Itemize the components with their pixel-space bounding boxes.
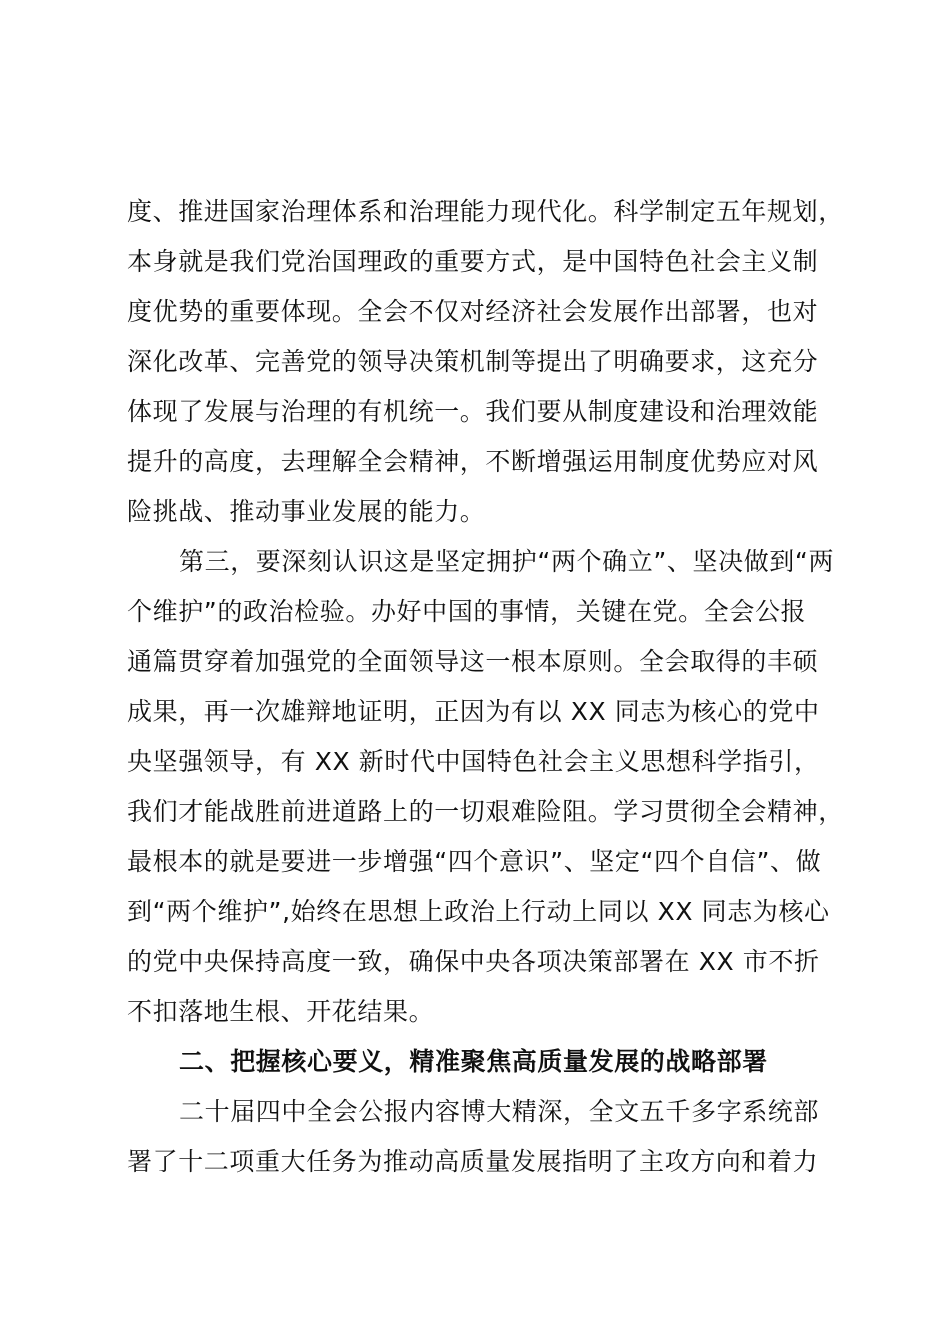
paragraph-line: 度、推进国家治理体系和治理能力现代化。科学制定五年规划，: [127, 197, 844, 226]
paragraph-line: 的党中央保持高度一致，确保中央各项决策部署在 XX 市不折: [127, 947, 820, 976]
paragraph-line: 体现了发展与治理的有机统一。我们要从制度建设和治理效能: [127, 397, 819, 426]
section-heading: 二、把握核心要义，精准聚焦高质量发展的战略部署: [179, 1047, 768, 1076]
paragraph-line: 我们才能战胜前进道路上的一切艰难险阻。学习贯彻全会精神，: [127, 797, 844, 826]
paragraph-line: 第三，要深刻认识这是坚定拥护“两个确立”、坚决做到“两: [179, 547, 835, 576]
paragraph-line: 深化改革、完善党的领导决策机制等提出了明确要求，这充分: [127, 347, 819, 376]
paragraph-line: 不扣落地生根、开花结果。: [127, 997, 435, 1026]
paragraph-line: 本身就是我们党治国理政的重要方式，是中国特色社会主义制: [127, 247, 819, 276]
paragraph-line: 险挑战、推动事业发展的能力。: [127, 497, 486, 526]
paragraph-line: 通篇贯穿着加强党的全面领导这一根本原则。全会取得的丰硕: [127, 647, 819, 676]
paragraph-line: 提升的高度，去理解全会精神，不断增强运用制度优势应对风: [127, 447, 819, 476]
paragraph-line: 央坚强领导，有 XX 新时代中国特色社会主义思想科学指引，: [127, 747, 820, 776]
paragraph-line: 最根本的就是要进一步增强“四个意识”、坚定“四个自信”、做: [127, 847, 822, 876]
paragraph-line: 度优势的重要体现。全会不仅对经济社会发展作出部署，也对: [127, 297, 819, 326]
paragraph-line: 个维护”的政治检验。办好中国的事情，关键在党。全会公报: [127, 597, 807, 626]
paragraph-line: 成果，再一次雄辩地证明，正因为有以 XX 同志为核心的党中: [127, 697, 820, 726]
paragraph-line: 署了十二项重大任务为推动高质量发展指明了主攻方向和着力: [127, 1147, 819, 1176]
paragraph-line: 二十届四中全会公报内容博大精深，全文五千多字系统部: [179, 1097, 820, 1126]
paragraph-line: 到“两个维护”,始终在思想上政治上行动上同以 XX 同志为核心: [127, 897, 830, 926]
